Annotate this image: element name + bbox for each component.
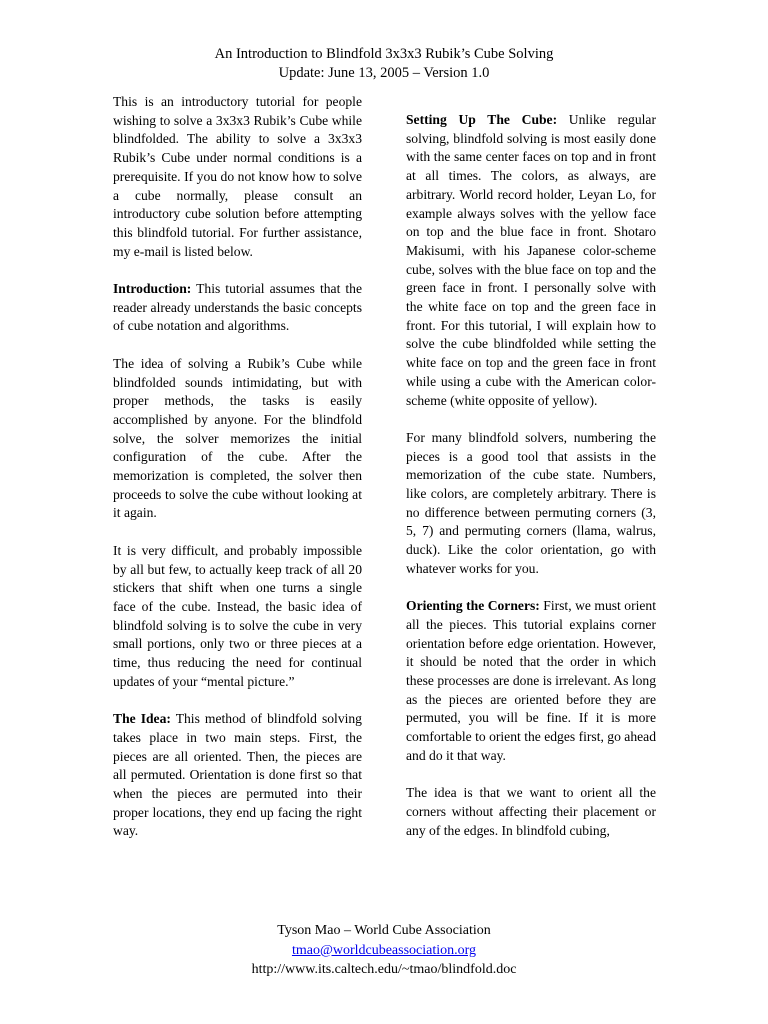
- numbering-paragraph: For many blindfold solvers, numbering the pieces is a good tool that assists in the memorization of the cube state. Numbers, like colors, are completely arbitrary. There is no difference between permuting corners (3, 5, 7) and permuting corners (llama, walrus, duck). Like the color orientation, go with whatever works for you.: [406, 429, 656, 576]
- idea-paragraph: The idea of solving a Rubik’s Cube while blindfolded sounds intimidating, but with proper methods, the tasks is easily accomplished by anyone. For the blindfold solve, the solver memorizes the initial configuration of the cube. After the memorization is completed, the solver then proceeds to solve the cube without looking at it again.: [113, 355, 362, 521]
- the-idea-text: This method of blindfold solving takes place in two main steps. First, the pieces are all oriented. Then, the pieces are all permuted. Orientation is done first so that when the pieces are permuted into their proper locations, they end up facing the right way.: [113, 711, 362, 839]
- orienting-text: First, we must orient all the pieces. This tutorial explains corner orientation before edge orientation. However, it should be noted that the order in which these processes are done is irrelevant. As long as the pieces are oriented before they are permuted, you will be fine. If it is more comfortable to orient the edges first, go ahead and do it that way.: [406, 598, 656, 763]
- setup-text: Unlike regular solving, blindfold solving is most easily done with the same center faces on top and in front at all times. The colors, as always, are arbitrary. World record holder, Leyan Lo, for example always solves with the yellow face on top and the blue face in front. Shotaro Makisumi, with his Japanese color-scheme cube, solves with the blue face on top and the green face in front. I personally solve with the white face on top and the green face in front. For this tutorial, I will explain how to solve the cube blindfolded while setting the white face on top and the green face in front while using a cube with the American color-scheme (white opposite of yellow).: [406, 112, 656, 408]
- setup-section: [406, 111, 656, 410]
- left-column: [113, 93, 362, 841]
- document-update-line: Update: June 13, 2005 – Version 1.0: [278, 65, 490, 81]
- difficulty-paragraph: It is very difficult, and probably impossible by all but few, to actually keep track of all 20 stickers that shift when one turns a single face of the cube. Instead, the basic idea of blindfold solving is to solve the cube in very small portions, only two or three pieces at a time, thus reducing the need for continual updates of your “mental picture.”: [113, 542, 362, 689]
- the-idea-section: [113, 710, 362, 841]
- introduction-heading: Introduction:: [113, 281, 192, 297]
- right-column: [406, 111, 656, 840]
- footer-url: http://www.its.caltech.edu/~tmao/blindfold.doc: [251, 962, 517, 977]
- footer-author: Tyson Mao – World Cube Association: [277, 923, 491, 938]
- document-header: [0, 45, 768, 83]
- orienting-section: [406, 597, 656, 765]
- document-title: An Introduction to Blindfold 3x3x3 Rubik’s Cube Solving: [214, 46, 554, 62]
- footer-email-link[interactable]: tmao@worldcubeassociation.org: [291, 942, 477, 958]
- orienting-heading: Orienting the Corners:: [406, 598, 540, 614]
- introduction-section: [113, 280, 362, 336]
- document-footer: [0, 921, 768, 980]
- the-idea-heading: The Idea:: [113, 711, 171, 727]
- introduction-text: This tutorial assumes that the reader already understands the basic concepts of cube notation and algorithms.: [113, 281, 362, 334]
- intro-paragraph: This is an introductory tutorial for people wishing to solve a 3x3x3 Rubik’s Cube while blindfolded. The ability to solve a 3x3x3 Rubik’s Cube under normal conditions is a prerequisite. If you do not know how to solve a cube normally, please consult an introductory cube solution before attempting this blindfold tutorial. For further assistance, my e-mail is listed below.: [113, 94, 362, 259]
- setup-heading: Setting Up The Cube:: [406, 112, 558, 127]
- final-paragraph: The idea is that we want to orient all the corners without affecting their placement or any of the edges. In blindfold cubing,: [406, 785, 656, 838]
